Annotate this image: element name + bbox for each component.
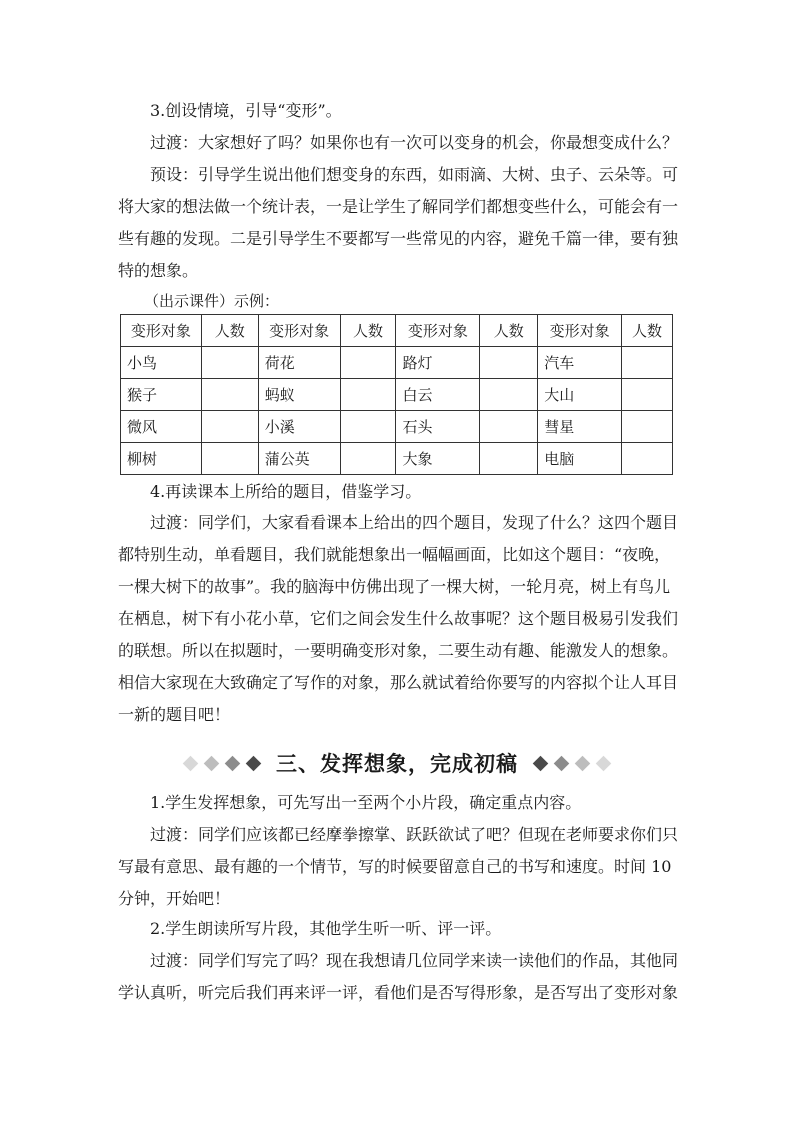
- table-cell: [480, 443, 538, 475]
- header-cell: 变形对象: [396, 315, 480, 347]
- table-cell: 柳树: [121, 443, 202, 475]
- table-cell: [201, 411, 258, 443]
- table-cell: 大象: [396, 443, 480, 475]
- table-cell: [201, 379, 258, 411]
- courseware-caption: （出示课件）示例：: [144, 292, 280, 310]
- table-cell: 小鸟: [121, 347, 202, 379]
- preset-label: 预设：: [150, 165, 199, 184]
- table-cell: 荷花: [258, 347, 340, 379]
- table-cell: [340, 347, 396, 379]
- table-cell: 蒲公英: [258, 443, 340, 475]
- transition-label: 过渡：: [150, 513, 199, 532]
- header-cell: 人数: [340, 315, 396, 347]
- diamond-icon: [533, 755, 549, 771]
- section-heading: [0, 746, 794, 780]
- paragraph-line: 些有趣的发现。二是引导学生不要都写一些常见的内容，避免千篇一律，要有独: [118, 229, 679, 248]
- table-row: [121, 347, 673, 379]
- table-cell: [480, 379, 538, 411]
- step-3-line: 3.创设情境，引导“变形”。: [150, 101, 342, 120]
- table-cell: [340, 443, 396, 475]
- paragraph-line: 写最有意思、最有趣的一个情节，写的时候要留意自己的书写和速度。时间 10: [118, 857, 672, 876]
- table-cell: [480, 347, 538, 379]
- paragraph-line: 一棵大树下的故事”。我的脑海中仿佛出现了一棵大树，一轮月亮，树上有鸟儿: [118, 577, 671, 596]
- transition-label: 过渡：: [150, 951, 199, 970]
- table-cell: 彗星: [538, 411, 622, 443]
- table-cell: 大山: [538, 379, 622, 411]
- table-cell: [340, 411, 396, 443]
- paragraph-line: 一新的题目吧！: [118, 705, 231, 724]
- table-cell: 电脑: [538, 443, 622, 475]
- table-row: [121, 379, 673, 411]
- diamond-icon: [183, 755, 199, 771]
- table-cell: [340, 379, 396, 411]
- table-cell: [201, 443, 258, 475]
- diamond-icon: [246, 755, 262, 771]
- preset-paragraph: [150, 165, 794, 185]
- table-cell: 蚂蚁: [258, 379, 340, 411]
- table-cell: [480, 411, 538, 443]
- table-cell: [622, 411, 673, 443]
- paragraph-text: 引导学生说出他们想变身的东西，如雨滴、大树、虫子、云朵等。可: [198, 165, 679, 184]
- transition-paragraph-3: [150, 825, 794, 845]
- paragraph-line: 将大家的想法做一个统计表，一是让学生了解同学们都想变些什么，可能会有一: [118, 197, 679, 216]
- table-row: [121, 443, 673, 475]
- transition-label: 过渡：: [150, 825, 199, 844]
- paragraph-line: 分钟，开始吧！: [118, 889, 231, 908]
- table-cell: [622, 379, 673, 411]
- transformation-statistics-table: [120, 314, 673, 475]
- paragraph-line: 相信大家现在大致确定了写作的对象，那么就试着给你要写的内容拟个让人耳目: [118, 673, 679, 692]
- header-cell: 变形对象: [538, 315, 622, 347]
- diamond-icon: [596, 755, 612, 771]
- paragraph-text: 大家想好了吗？如果你也有一次可以变身的机会，你最想变成什么？: [198, 133, 679, 152]
- table-cell: 白云: [396, 379, 480, 411]
- paragraph-line: 的联想。所以在拟题时，一要明确变形对象，二要生动有趣、能激发人的想象。: [118, 641, 679, 660]
- step-1-line: 1.学生发挥想象，可先写出一至两个小片段，确定重点内容。: [150, 793, 582, 812]
- step-4-line: 4.再读课本上所给的题目，借鉴学习。: [150, 482, 422, 501]
- table-cell: [622, 443, 673, 475]
- table-cell: [201, 347, 258, 379]
- section-title: 三、发挥想象，完成初稿: [276, 752, 518, 776]
- transition-paragraph-4: [150, 951, 794, 971]
- table-row: [121, 411, 673, 443]
- header-cell: 变形对象: [258, 315, 340, 347]
- paragraph-line: 特的想象。: [118, 261, 199, 280]
- header-cell: 人数: [201, 315, 258, 347]
- transition-label: 过渡：: [150, 133, 199, 152]
- paragraph-line: 都特别生动，单看题目，我们就能想象出一幅幅画面，比如这个题目：“夜晚，: [118, 545, 671, 564]
- diamond-icon: [575, 755, 591, 771]
- diamond-icon: [554, 755, 570, 771]
- header-cell: 变形对象: [121, 315, 202, 347]
- paragraph-line: 在栖息，树下有小花小草，它们之间会发生什么故事呢？这个题目极易引发我们: [118, 609, 679, 628]
- paragraph-text: 同学们，大家看看课本上给出的四个题目，发现了什么？这四个题目: [198, 513, 679, 532]
- diamond-icon: [225, 755, 241, 771]
- transition-paragraph-2: [150, 513, 794, 533]
- table-cell: 小溪: [258, 411, 340, 443]
- transition-paragraph-1: [150, 133, 794, 153]
- header-cell: 人数: [480, 315, 538, 347]
- paragraph-line: 学认真听，听完后我们再来评一评，看他们是否写得形象，是否写出了变形对象: [118, 983, 679, 1002]
- table-cell: 微风: [121, 411, 202, 443]
- table-cell: 路灯: [396, 347, 480, 379]
- paragraph-text: 同学们应该都已经摩拳擦掌、跃跃欲试了吧？但现在老师要求你们只: [198, 825, 679, 844]
- table-cell: 猴子: [121, 379, 202, 411]
- diamond-icon: [204, 755, 220, 771]
- step-2-line: 2.学生朗读所写片段，其他学生听一听、评一评。: [150, 919, 502, 938]
- header-cell: 人数: [622, 315, 673, 347]
- table-cell: 汽车: [538, 347, 622, 379]
- table-cell: [622, 347, 673, 379]
- table-header-row: [121, 315, 673, 347]
- paragraph-text: 同学们写完了吗？现在我想请几位同学来读一读他们的作品，其他同: [198, 951, 679, 970]
- table-cell: 石头: [396, 411, 480, 443]
